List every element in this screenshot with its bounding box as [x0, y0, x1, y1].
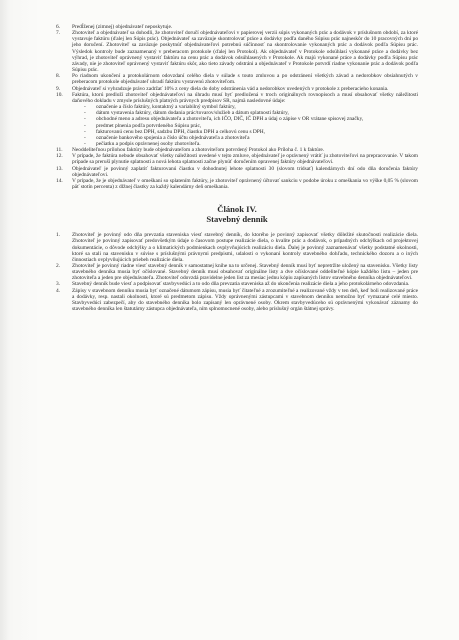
dash-bullet: - — [84, 116, 86, 123]
numbered-paragraph — [56, 263, 418, 281]
paragraph-number: 1. — [56, 232, 61, 239]
paragraph-number: 12. — [56, 153, 63, 160]
paragraph-number: 13. — [56, 165, 63, 172]
paragraph-text: Objednávateľ je povinný zaplatiť fakturovanú čiastku v dohodnutej lehote splatnosti 30 (slovom tridsať) kalendárnych dní odo dňa doručenia faktúry objednávateľovi. — [72, 165, 418, 178]
numbered-paragraph — [56, 288, 418, 313]
paragraph-number: 6. — [56, 24, 61, 30]
paragraph-text: Neoddeliteľnou prílohou faktúry bude objednávateľom a zhotoviteľom potvrdený Protokol ako Príloha č. 1 k faktúre. — [72, 147, 325, 154]
article-title: Stavebný denník — [206, 214, 268, 225]
paragraph-number: 10. — [56, 91, 63, 98]
numbered-paragraph — [56, 166, 418, 178]
paragraph-text: Po riadnom ukončení a protokolárnom odovzdaní celého diela v súlade s touto zmluvou a po odstránení všetkých závad a nedorobkov obsiahnutých v preberacom protokole objednávateľ uhradí faktúru vystavenú zhotoviteľom. — [72, 73, 418, 86]
numbered-paragraph — [56, 73, 418, 85]
article-heading — [56, 204, 418, 224]
numbered-paragraph — [56, 30, 418, 73]
invoice-terms-list — [56, 147, 418, 190]
numbered-paragraph — [56, 92, 418, 104]
construction-diary-list — [56, 232, 418, 312]
paragraph-number: 11. — [56, 147, 63, 154]
bullet-text: predmet plnenia podľa potvrdeného Súpisu prác, — [96, 122, 202, 129]
numbered-paragraph — [56, 232, 418, 263]
article-number: Článok IV. — [217, 204, 257, 215]
dash-bullet: - — [84, 110, 86, 117]
dash-bullet: - — [84, 134, 86, 141]
bullet-text: dátum vystavenia faktúry, dátum dodania prác/tovarov/služieb a dátum splatnosti faktúry, — [96, 110, 289, 117]
dash-bullet: - — [84, 122, 86, 129]
dash-bullet: - — [84, 104, 86, 111]
paragraph-number: 7. — [56, 30, 61, 37]
paragraph-text: Faktúra, ktorú predloží zhotoviteľ objednávateľovi na úhradu musí byť predložená v troch originálnych rovnopisoch a musí obsahovať všetky náležitosti daňového dokladu v zmysle príslušných platných právnych predpisov SR, najmä nasledovné údaje: — [72, 91, 418, 104]
paragraph-text: V prípade, že je objednávateľ v omeškaní so splatením faktúry, je zhotoviteľ oprávnený účtovať sankciu v podobe úroku z omeškania vo výške 0,05 % (slovom päť stotín percenta) z dlžnej čiastky za každý kalendárny deň omeškania. — [72, 177, 418, 191]
bullet-text: označenie bankového spojenia a číslo účtu objednávateľa a zhotoviteľa — [96, 134, 250, 141]
paragraph-number: 8. — [56, 73, 61, 80]
paragraph-number: 9. — [56, 85, 61, 92]
numbered-paragraph — [56, 153, 418, 165]
paragraph-text: Predĺženej (zimnej) objednávateľ neposkytuje. — [72, 24, 173, 30]
dash-bullet: - — [84, 128, 86, 135]
paragraph-text: Objednávateľ si vyhradzuje právo zadržať 10% z ceny diela do doby odstránenia vád a nedorobkov uvedených v protokole z preberacieho konania. — [72, 85, 389, 92]
invoice-requirements-list — [56, 104, 418, 147]
paragraph-text: Stavebný denník bude viesť a podpisovať stavbyvedúci a to odo dňa prevzatia staveniska až do ukončenia realizácie diela a jeho protokolárneho odovzdania. — [72, 281, 410, 288]
paragraph-text: Zhotoviteľ je povinný riadne viesť stavebný denník v samostatnej knihe na to určenej. Stavebný denník musí byť nepretržite uložený na stavenisku. Všetky listy stavebného denníka musia byť očíslované. Stavebný denník musí obsahovať originálne listy a dve očíslované oddeliteľné kópie každého listu – jeden pre zhotoviteľa a jeden pre objednávateľa. Zhotoviteľ odovzdá pravidelne jeden list za mesiac jednu kópiu zapísaných listov stavebného denníka objednávateľovi. — [72, 263, 418, 282]
paragraph-text: Zhotoviteľ a objednávateľ sa dohodli, že zhotoviteľ doručí objednávateľovi v papierovej verzii súpis vykonaných prác a dodávok v príslušnom období, za ktoré vystavuje faktúru (ďalej len Súpis prác). Objednávateľ sa zaväzuje skontrolovať práce a dodávky podľa daného Súpisu prác najneskôr do 10 pracovných dní po jeho doručení. Zhotoviteľ sa zaväzuje poskytnúť objednávateľovi potrebnú súčinnosť na skontrolovanie vykonaných prác a dodávok podľa Súpisu prác. Výsledok kontroly bude zaznamenaný v preberacom protokole (ďalej len Protokol). Ak objednávateľ v Protokole odsúhlasí vykonané práce a dodávky bez výhrad, je zhotoviteľ oprávnený vystaviť faktúru na cenu prác a dodávok odsúhlasených v Protokole. Ak majú vykonané práce a dodávky podľa Súpisu prác závady, nie je zhotoviteľ oprávnený vystaviť faktúru skôr, ako tieto závady odstráni a objednávateľ v Protokole potvrdí riadne vykonanie prác a dodávok podľa Súpisu prác. — [72, 30, 418, 74]
bullet-text: pečiatku a podpis oprávnenej osoby zhotoviteľa. — [96, 140, 201, 147]
paragraph-number: 14. — [56, 177, 63, 184]
paragraph-text: Zápisy v stavebnom denníku musia byť označené dátumom zápisu, musia byť čitateľné a zrozumiteľné a realizované vždy v ten deň, keď boli realizované práce a dodávky, resp. nastali okolnosti, ktoré sú predmetom zápisu. Vždy oprávnenými zástupcami v stavebnom denníku nemožno byť vymazané celé miesto. Stavbyvedúci zabezpečí, aby do stavebného denníka bolo zapísaný len oprávnené osoby. Okrem stavbyvedúceho sú oprávnenými vykonávať záznamy do stavebného denníka len štatutárny zástupca objednávateľa, ním splnomocnené osoby, alebo príslušný orgán štátnej správy. — [72, 287, 418, 313]
dash-bullet: - — [84, 140, 86, 147]
payment-terms-list — [56, 24, 418, 104]
paragraph-number: 3. — [56, 281, 61, 288]
paragraph-text: Zhotoviteľ je povinný odo dňa prevzatia staveniska viesť stavebný denník, do ktorého je povinný zapisovať všetky dôležité skutočnosti realizácie diela. Zhotoviteľ je povinný zapisovať predovšetkým údaje o časovom postupe realizácie diela, o kvalite prác a dodávok, o prípadných odchýlkach od projektovej dokumentácie, o dôvode odchýlky a o klimatických podmienkach ovplyvňujúcich realizáciu diela. Ďalej je povinný zaznamenávať všetky podstatné okolnosti, ktoré sa stali na stavenisku v súvise s príslušnými právnymi predpismi, udalosti o vykonaní kontroly stavebného dohľadu, technického dozoru a o iných činnostiach ovplyvňujúcich priebeh realizácie diela. — [72, 232, 418, 263]
bullet-text: označenie a číslo faktúry, kontaktný a variabilný symbol faktúry, — [96, 104, 236, 111]
numbered-paragraph — [56, 178, 418, 190]
bullet-text: obchodné meno a adresu objednávateľa a zhotoviteľa, ich IČO, DIČ, IČ DPH a údaj o zápise v OR vrátane spisovej značky, — [96, 116, 364, 123]
paragraph-number: 2. — [56, 263, 61, 269]
bullet-text: fakturovanú cenu bez DPH, sadzbu DPH, čiastku DPH a celkovú cenu s DPH, — [96, 128, 266, 135]
paragraph-text: V prípade, že faktúra nebude obsahovať všetky náležitosti uvedené v tejto zmluve, objednávateľ je oprávnený vrátiť ju zhotoviteľovi na prepracovanie. V takom prípade sa preruší plynutie splatnosti a nová lehota splatnosti začne plynúť doručením opravenej faktúry objednávateľovi. — [72, 153, 418, 166]
paragraph-number: 4. — [56, 287, 61, 294]
document-body — [56, 24, 418, 312]
